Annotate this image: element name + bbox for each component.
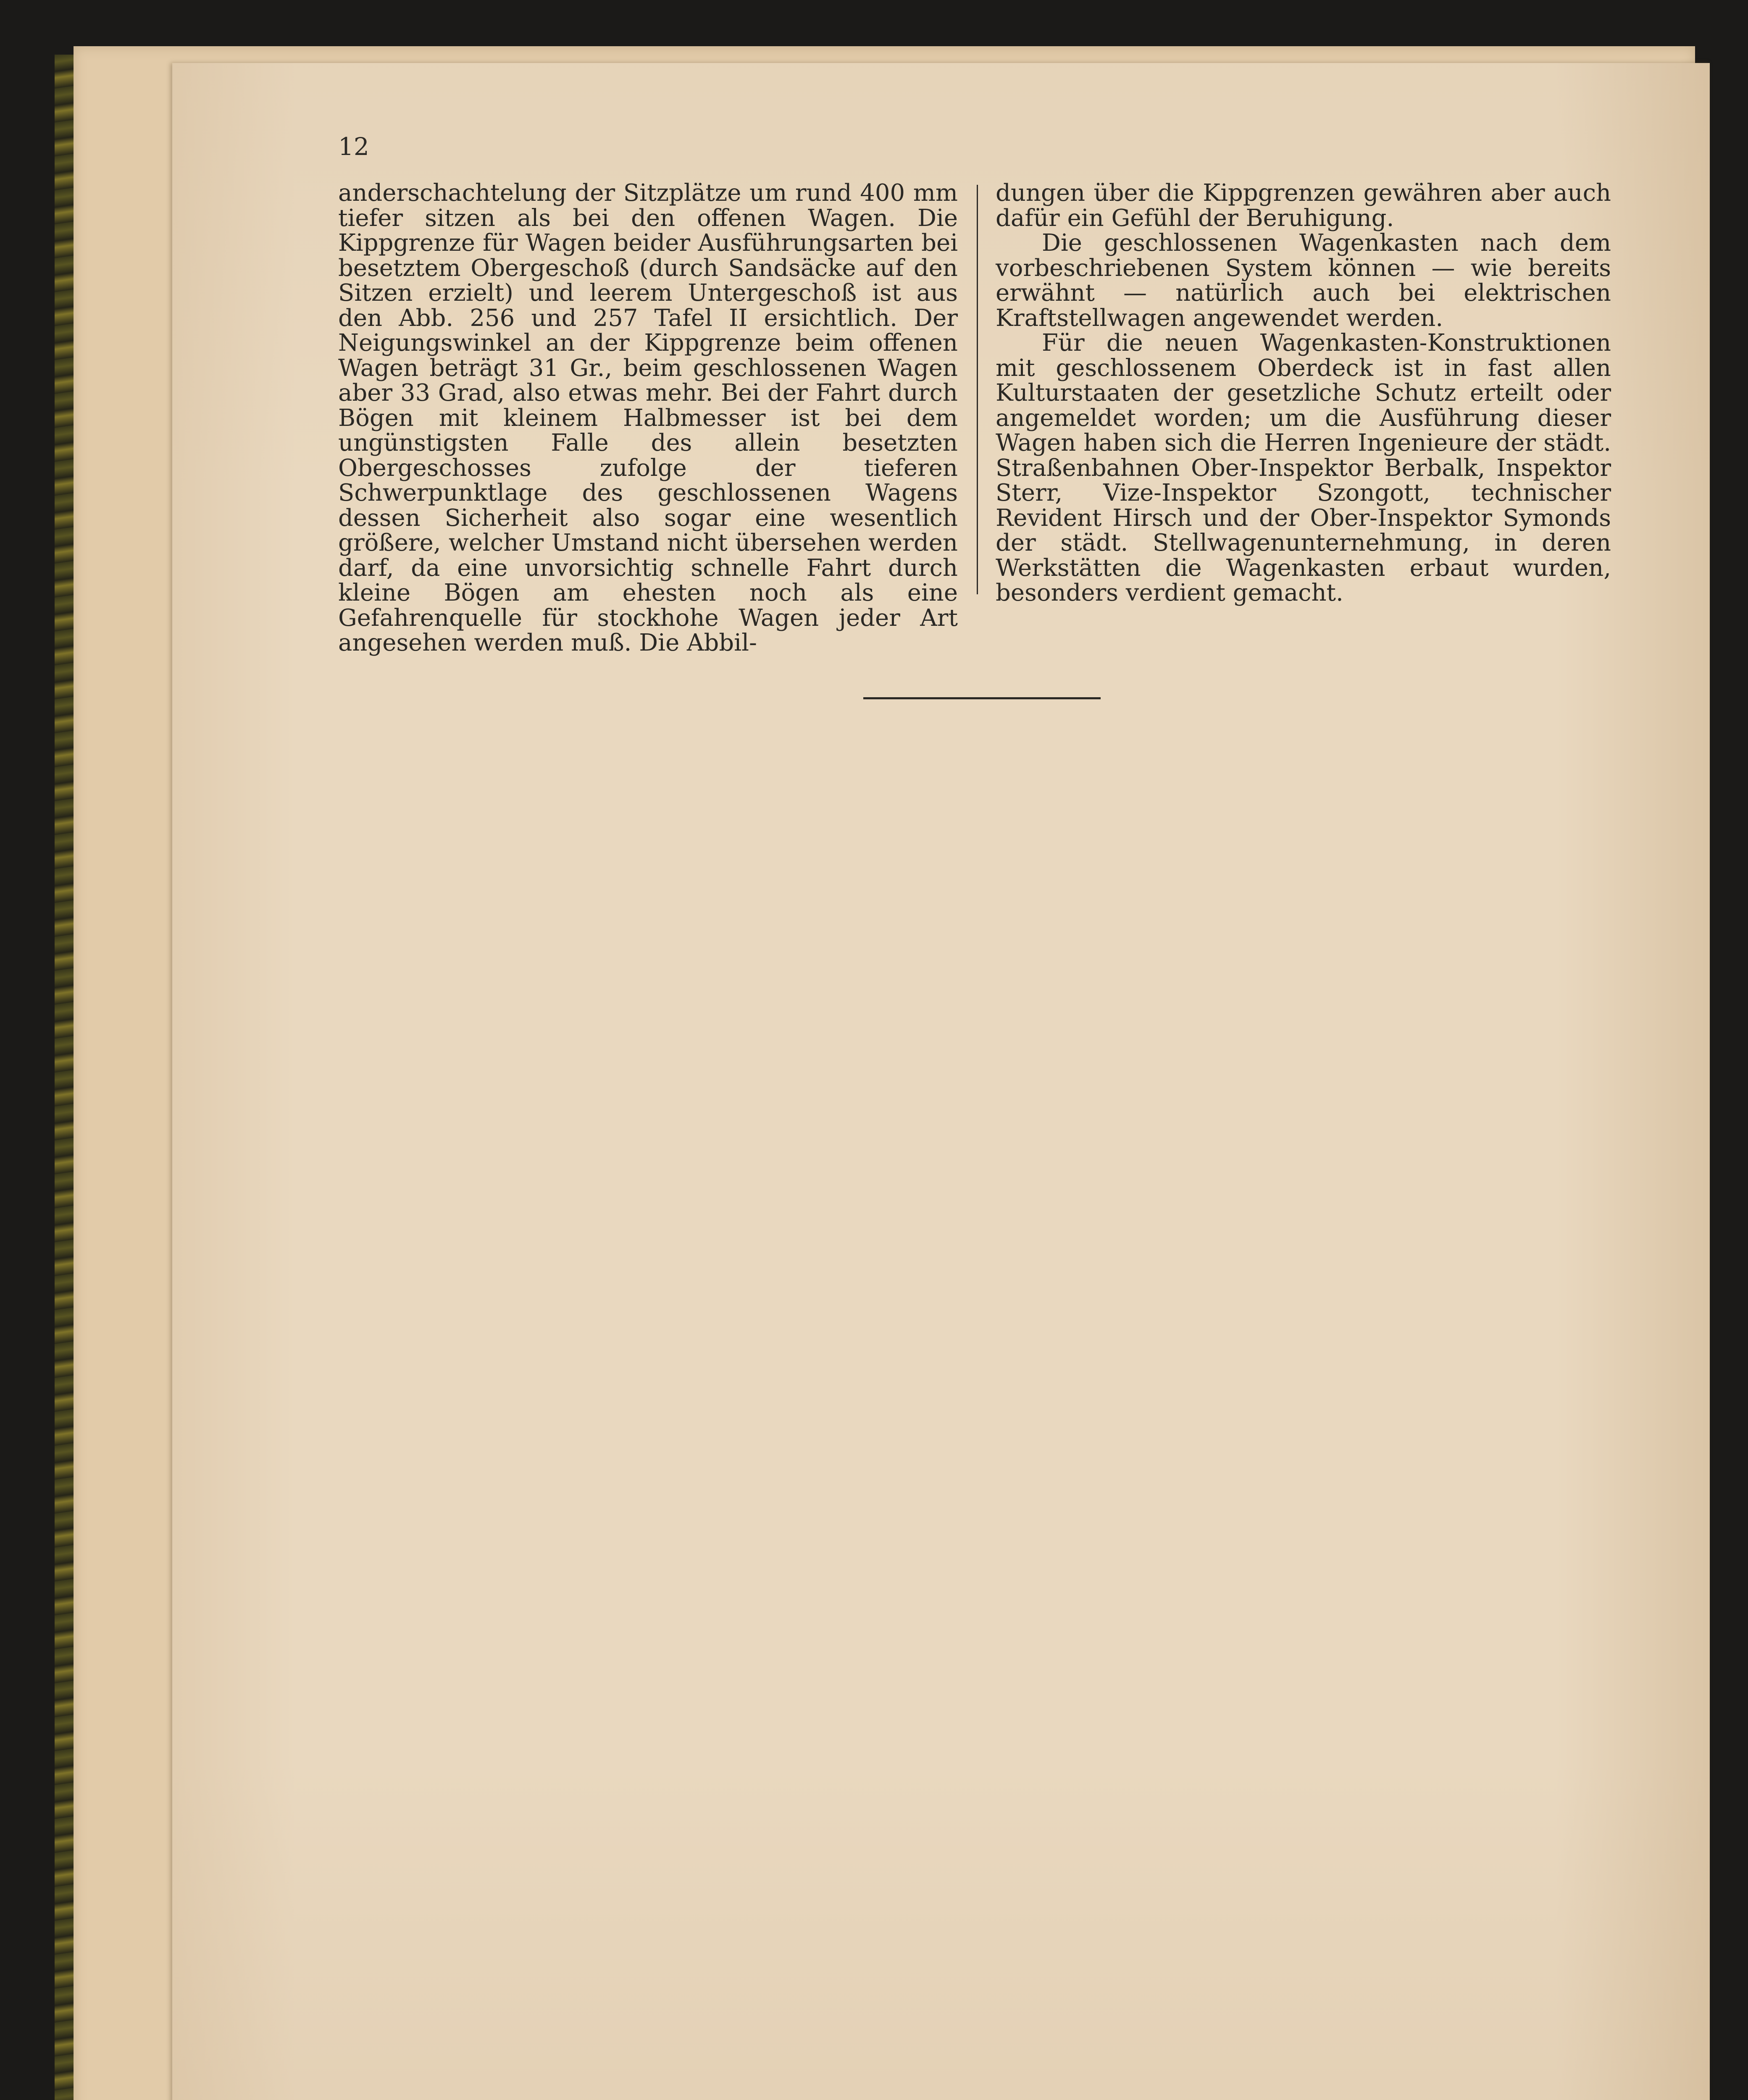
right-column-paragraph-1: dungen über die Kippgrenzen gewähren aber auch dafür ein Gefühl der Beruhigung. [996,179,1611,232]
right-column-paragraph-2: Die geschlossenen Wagenkasten nach dem vorbeschriebenen System können — wie bereits erwähnt — natürlich auch bei elektrischen Kraftstellwagen angewendet werden. [996,229,1611,332]
left-column-paragraph: anderschachtelung der Sitzplätze um rund 400 mm tiefer sitzen als bei den offenen Wagen. Die Kippgrenze für Wagen beider Ausführungsarten bei besetztem Obergeschoß (durch Sandsäcke auf den Sitzen erzielt) und leerem Untergeschoß ist aus den Abb. 256 und 257 Tafel II ersichtlich. Der Neigungswinkel an der Kippgrenze beim offenen Wagen beträgt 31 Gr., beim geschlossenen Wagen aber 33 Grad, also etwas mehr. Bei der Fahrt durch Bögen mit kleinem Halbmesser ist bei dem ungünstigsten Falle des allein besetzten Obergeschosses zufolge der tieferen Schwerpunktlage des geschlossenen Wagens dessen Sicherheit also sogar eine wesentlich größere, welcher Umstand nicht übersehen werden darf, da eine unvorsichtig schnelle Fahrt durch kleine Bögen am ehesten noch als eine Gefahrenquelle für stockhohe Wagen jeder Art angesehen werden muß. Die Abbil- [338,179,958,656]
right-text-column [996,181,1611,606]
left-text-column [338,181,958,656]
right-column-paragraph-3: Für die neuen Wagenkasten-Konstruktionen mit geschlossenem Oberdeck ist in fast allen Kulturstaaten der gesetzliche Schutz erteilt oder angemeldet worden; um die Ausführung dieser Wagen haben sich die Herren Ingenieure der städt. Straßenbahnen Ober-Inspektor Berbalk, Inspektor Sterr, Vize-Inspektor Szongott, technischer Revident Hirsch und der Ober-Inspektor Symonds der städt. Stellwagenunternehmung, in deren Werkstätten die Wagenkasten erbaut wurden, besonders verdient gemacht. [996,329,1611,606]
column-divider [977,185,978,594]
closing-rule [863,697,1101,699]
document-page [172,63,1710,2100]
page-number: 12 [338,132,369,161]
